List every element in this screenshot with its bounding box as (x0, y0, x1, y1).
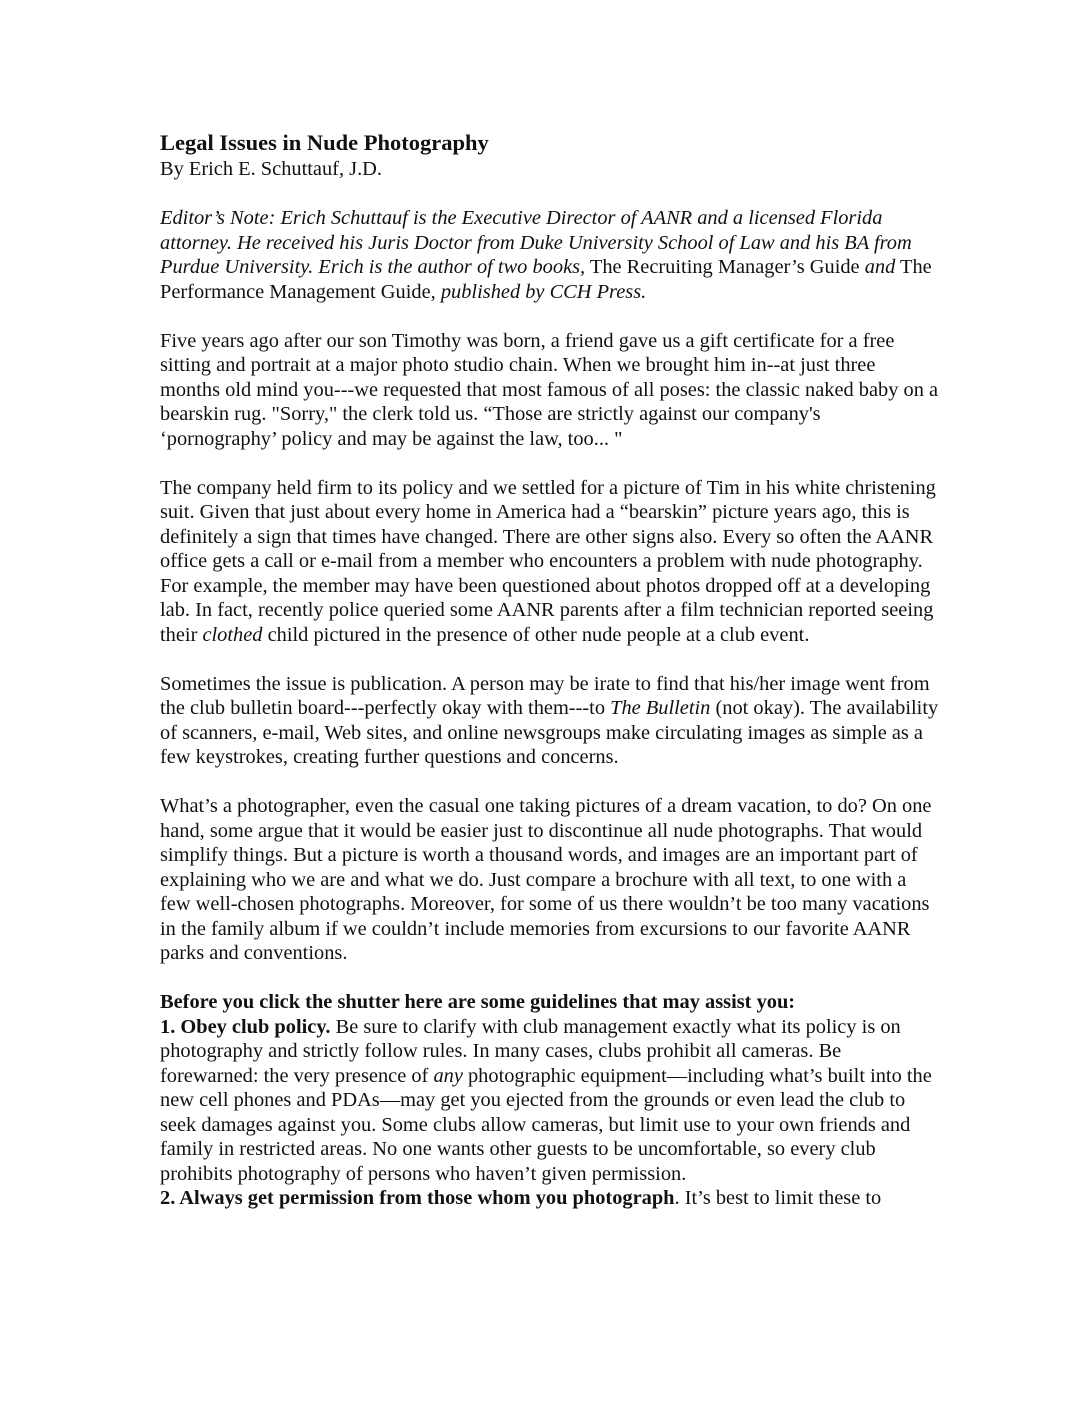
bulletin-publication-title: The Bulletin (610, 697, 711, 719)
editors-note-and: and (864, 256, 896, 278)
paragraph-publication (160, 672, 940, 770)
guidelines-heading (160, 990, 940, 1015)
paragraph-times-changed (160, 476, 940, 648)
guideline-item-1-text-b: photographic equipment—including what’s built into the new cell phones and PDAs—may get you ejected from the grounds or even lead the club to seek damages against you. Some clubs allow cameras, but limit use to your own friends and family in restricted areas. No one wants other guests to be uncomfortable, so every club prohibits photography of persons who haven’t given permission. (160, 1064, 932, 1185)
paragraph-times-changed-text-b: child pictured in the presence of other nude people at a club event. (262, 623, 810, 646)
paragraph-times-changed-emphasis: clothed (202, 623, 263, 646)
article-body (160, 129, 940, 1211)
article-title: Legal Issues in Nude Photography (160, 130, 489, 155)
paragraph-publication-text-a: Sometimes the issue is publication. A person may be irate to find that his/her image went from the club bulletin board---perfectly okay with them---to (160, 672, 930, 719)
guideline-item-2 (160, 1186, 940, 1211)
guideline-item-1-emphasis: any (433, 1064, 463, 1087)
guideline-item-2-lead: 2. Always get permission from those whom you photograph (160, 1187, 675, 1209)
guideline-item-1-lead: 1. Obey club policy. (160, 1015, 331, 1038)
paragraph-publication-text-b: (not okay). The availability of scanners, e-mail, Web sites, and online newsgroups make circulating images as simple as a few keystrokes, creating further questions and concerns. (160, 697, 939, 768)
paragraph-times-changed-text-a: The company held firm to its policy and we settled for a picture of Tim in his white christening suit. Given that just about every home in America had a “bearskin” picture years ago, this is definitely a sign that times have changed. There are other signs also. Every so often the AANR office gets a call or e-mail from a member who encounters a problem with nude photography. For example, the member may have been questioned about photos dropped off at a developing lab. In fact, recently police queried some AANR parents after a film technician reported seeing their (160, 476, 936, 646)
guideline-item-1 (160, 1015, 940, 1187)
paragraph-photographer-question: What’s a photographer, even the casual one taking pictures of a dream vacation, to do? On one hand, some argue that it would be easier just to discontinue all nude photographs. That would simplify things. But a picture is worth a thousand words, and images are an important part of explaining who we are and what we do. Just compare a brochure with all text, to one with a few well-chosen photographs. Moreover, for some of us there wouldn’t be too many vacations in the family album if we couldn’t include memories from excursions to our favorite AANR parks and conventions. (160, 795, 932, 964)
editors-note-publisher: published by CCH Press. (440, 280, 647, 303)
editors-note (160, 206, 940, 304)
book-title-2: The Performance Management Guide, (160, 256, 932, 303)
editors-note-intro: Editor’s Note: Erich Schuttauf is the Executive Director of AANR and a licensed Florida attorney. He received his Juris Doctor from Duke University School of Law and his BA from Purdue University. Erich is the author of two books, (160, 207, 912, 278)
guideline-item-1-text-a: Be sure to clarify with club management exactly what its policy is on photography and strictly follow rules. In many cases, clubs prohibit all cameras. Be forewarned: the very presence of (160, 1015, 901, 1087)
book-title-1: The Recruiting Manager’s Guide (585, 256, 865, 278)
guidelines-heading-text: Before you click the shutter here are some guidelines that may assist you: (160, 991, 796, 1013)
article-byline: By Erich E. Schuttauf, J.D. (160, 158, 382, 180)
paragraph-studio-story: Five years ago after our son Timothy was born, a friend gave us a gift certificate for a free sitting and portrait at a major photo studio chain. When we brought him in--at just three months old mind you---we requested that most famous of all poses: the classic naked baby on a bearskin rug. "Sorry," the clerk told us. “Those are strictly against our company's ‘pornography’ policy and may be against the law, too... " (160, 329, 939, 450)
guideline-item-2-text: . It’s best to limit these to (674, 1187, 882, 1209)
